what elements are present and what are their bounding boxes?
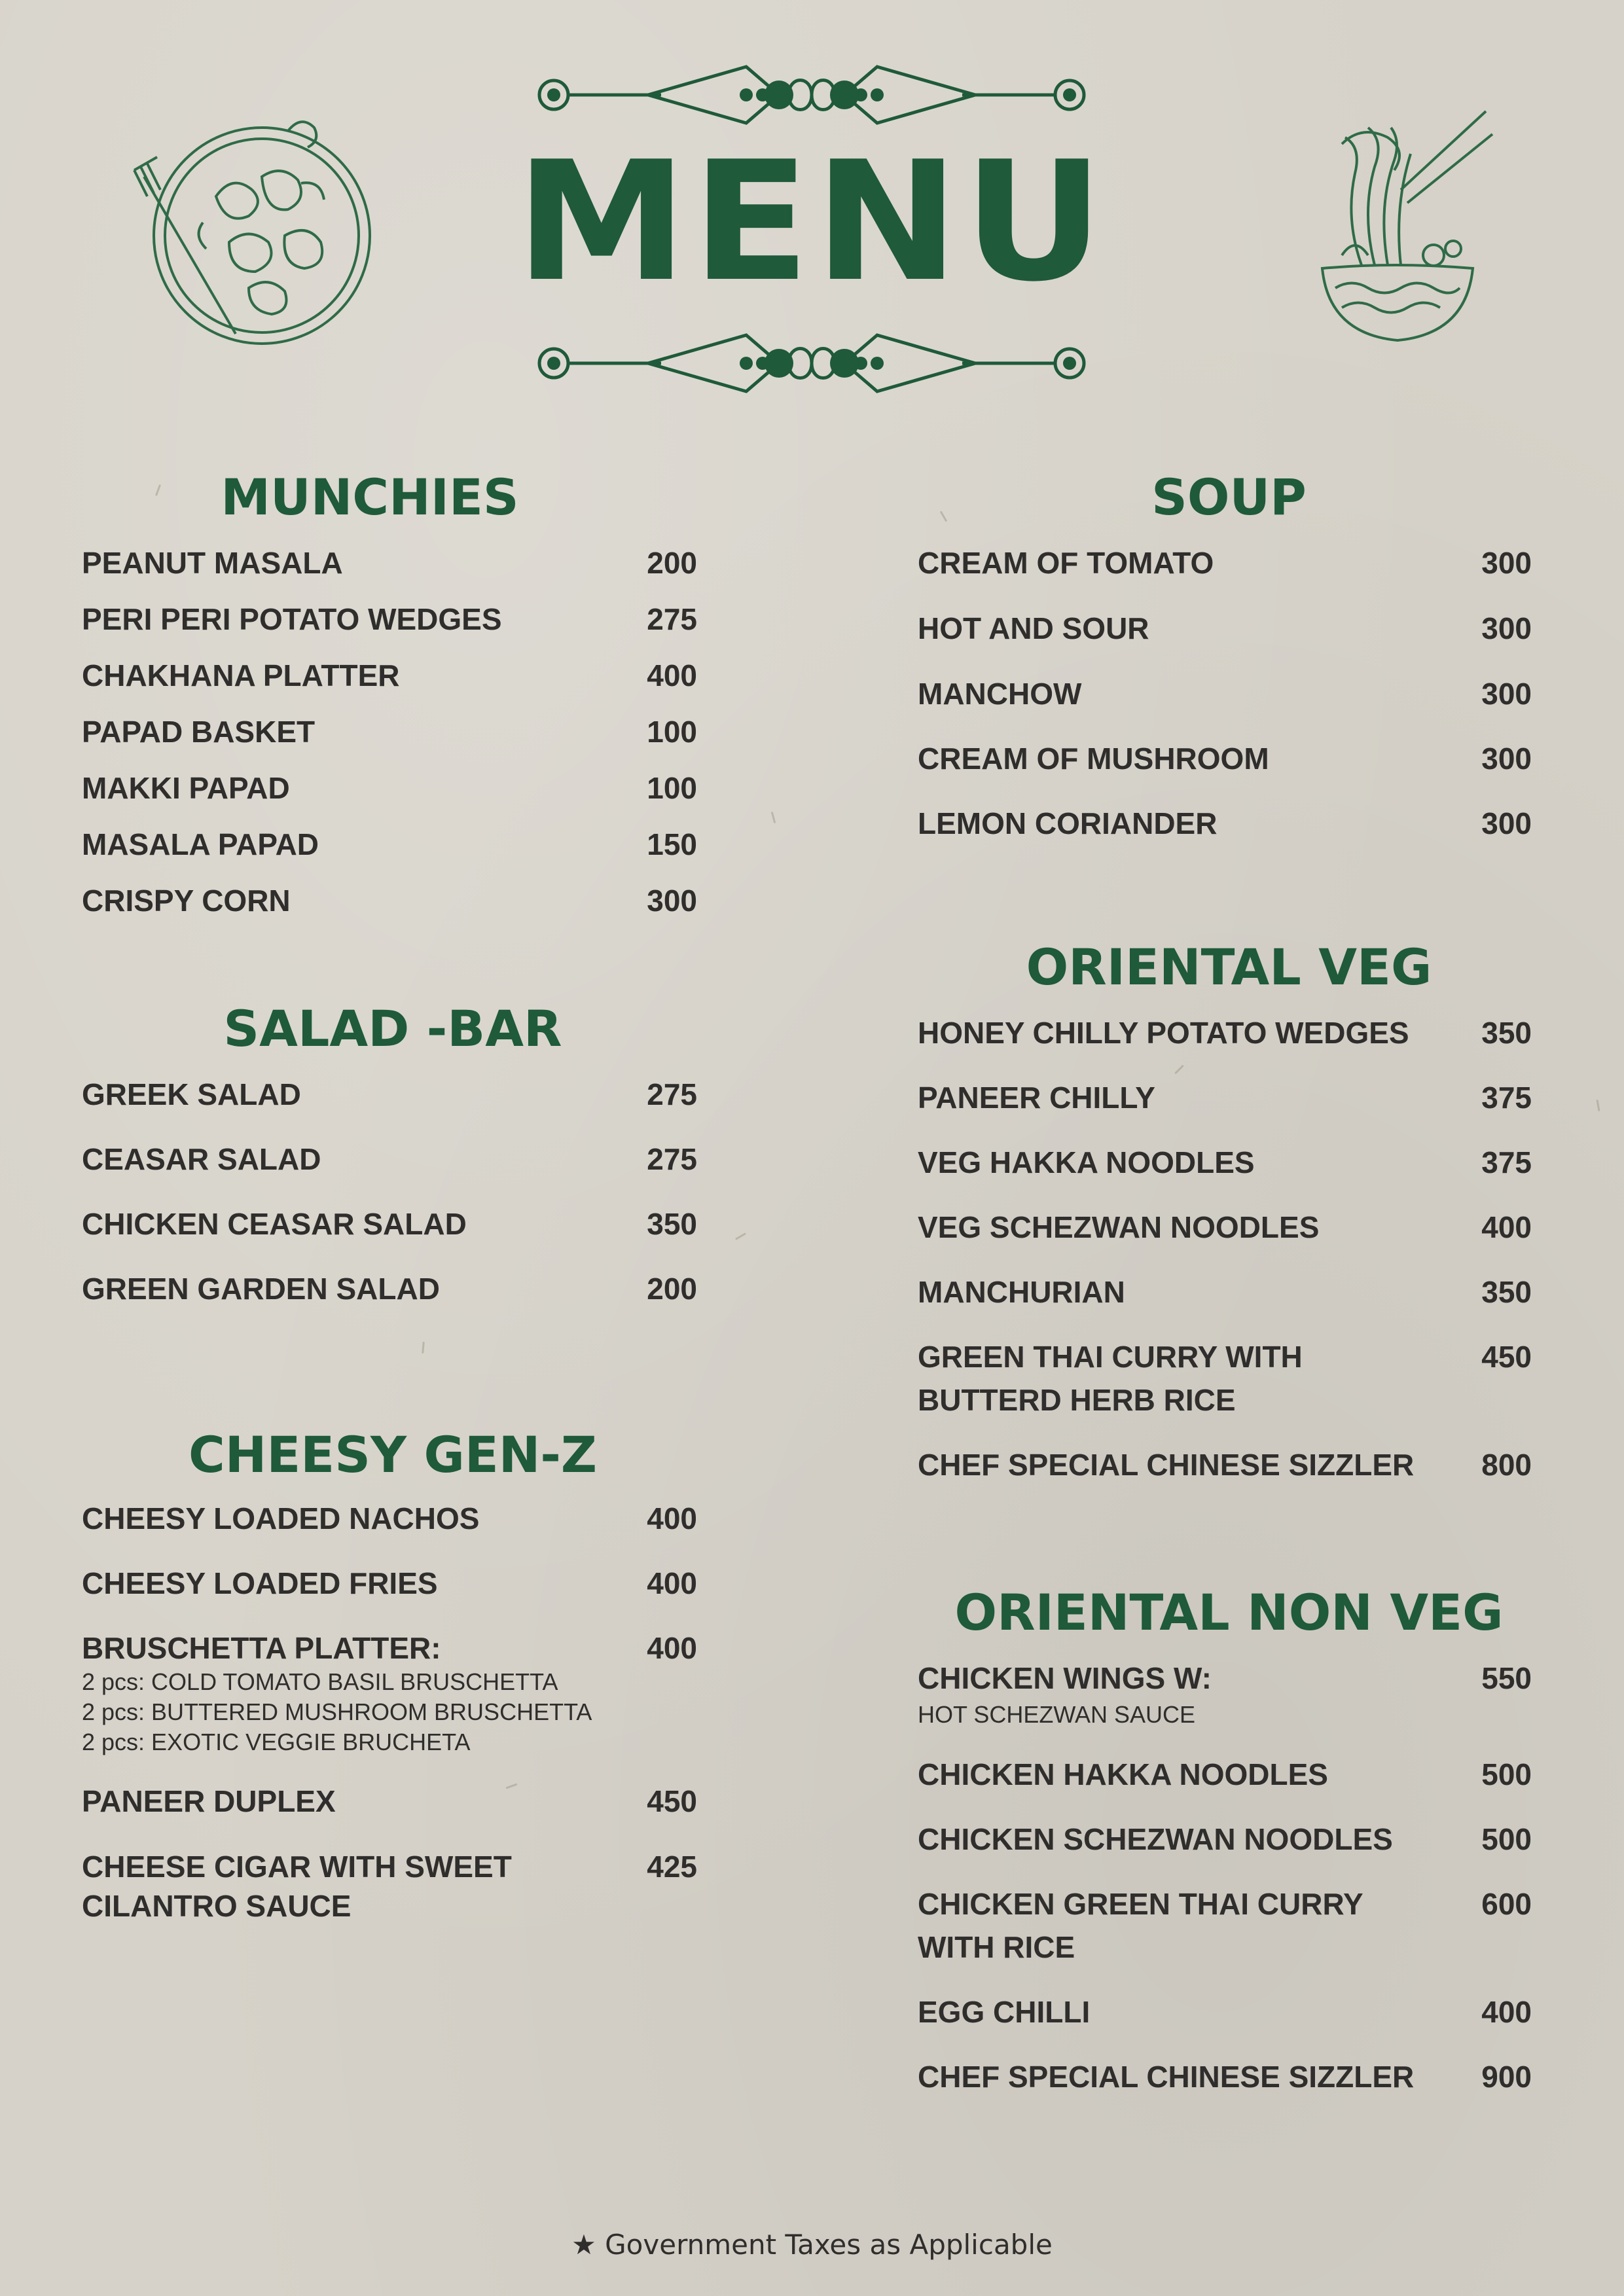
menu-item-name: MANCHOW: [918, 677, 1082, 711]
menu-item-price: 150: [647, 827, 697, 861]
menu-item-name: VEG HAKKA NOODLES: [918, 1145, 1255, 1179]
menu-item-price: 375: [1481, 1145, 1532, 1179]
dumpling-plate-icon: [131, 105, 393, 353]
menu-item-price: 400: [1481, 1995, 1532, 2029]
menu-item-name: CHICKEN WINGS W:: [918, 1661, 1212, 1695]
menu-item-price: 300: [1481, 806, 1532, 840]
menu-item-name: PANEER CHILLY: [918, 1081, 1155, 1115]
menu-item-name: CHEF SPECIAL CHINESE SIZZLER: [918, 2060, 1415, 2094]
menu-item-name: HOT AND SOUR: [918, 611, 1149, 645]
menu-item-name: CHEF SPECIAL CHINESE SIZZLER: [918, 1448, 1415, 1482]
menu-item-detail: 2 pcs: COLD TOMATO BASIL BRUSCHETTA: [82, 1668, 558, 1695]
menu-item-price: 300: [1481, 611, 1532, 645]
menu-item-name: PERI PERI POTATO WEDGES: [82, 602, 502, 636]
menu-item-name: CHEESE CIGAR WITH SWEET: [82, 1850, 512, 1884]
menu-item-name: GREEK SALAD: [82, 1077, 301, 1111]
section-title: CHEESY GEN-Z: [189, 1426, 597, 1484]
menu-item-price: 350: [1481, 1275, 1532, 1309]
menu-header: [0, 0, 1624, 406]
menu-item-price: 275: [647, 1077, 697, 1111]
menu-item-price: 100: [647, 771, 697, 805]
menu-item-name: GREEN THAI CURRY WITH: [918, 1340, 1303, 1374]
section-title: ORIENTAL VEG: [1026, 938, 1432, 996]
menu-item-name: CREAM OF MUSHROOM: [918, 742, 1269, 776]
menu-item-price: 275: [647, 1142, 697, 1176]
menu-item-price: 400: [647, 1631, 697, 1665]
menu-item-price: 200: [647, 546, 697, 580]
star-icon: ★: [571, 2229, 596, 2261]
menu-item-name: CHEESY LOADED NACHOS: [82, 1501, 480, 1535]
menu-item-name-line2: BUTTERD HERB RICE: [918, 1383, 1236, 1417]
menu-item-price: 425: [647, 1850, 697, 1884]
menu-item-price: 400: [647, 658, 697, 692]
menu-item-name: CHICKEN CEASAR SALAD: [82, 1207, 467, 1241]
menu-item-name: CHAKHANA PLATTER: [82, 658, 400, 692]
section-title: MUNCHIES: [221, 468, 519, 526]
menu-item-name: VEG SCHEZWAN NOODLES: [918, 1210, 1320, 1244]
menu-item-price: 900: [1481, 2060, 1532, 2094]
menu-item-name: GREEN GARDEN SALAD: [82, 1272, 440, 1306]
menu-item-name: CEASAR SALAD: [82, 1142, 321, 1176]
menu-item-detail: 2 pcs: EXOTIC VEGGIE BRUCHETA: [82, 1729, 471, 1755]
menu-item-name: CHICKEN SCHEZWAN NOODLES: [918, 1822, 1393, 1856]
section-title: SOUP: [1151, 468, 1307, 526]
menu-item-price: 450: [1481, 1340, 1532, 1374]
tax-footnote: [0, 2225, 1624, 2265]
section-title: ORIENTAL NON VEG: [954, 1583, 1504, 1641]
menu-item-price: 300: [1481, 546, 1532, 580]
menu-item-name: CREAM OF TOMATO: [918, 546, 1214, 580]
menu-item-name: CRISPY CORN: [82, 884, 291, 918]
menu-item-price: 500: [1481, 1822, 1532, 1856]
menu-item-name: BRUSCHETTA PLATTER:: [82, 1631, 441, 1665]
menu-item-name: MAKKI PAPAD: [82, 771, 290, 805]
menu-item-price: 300: [1481, 742, 1532, 776]
menu-item-name: PAPAD BASKET: [82, 715, 316, 749]
menu-item-name: LEMON CORIANDER: [918, 806, 1218, 840]
scroll-ornament-icon: [530, 59, 1093, 131]
menu-item-name: PANEER DUPLEX: [82, 1784, 336, 1818]
menu-item-price: 375: [1481, 1081, 1532, 1115]
menu-item-name: MANCHURIAN: [918, 1275, 1125, 1309]
menu-item-name-line2: CILANTRO SAUCE: [82, 1889, 352, 1923]
menu-item-name: CHEESY LOADED FRIES: [82, 1566, 438, 1600]
menu-item-name: HONEY CHILLY POTATO WEDGES: [918, 1016, 1409, 1050]
menu-item-price: 100: [647, 715, 697, 749]
menu-item-price: 800: [1481, 1448, 1532, 1482]
menu-item-name: CHICKEN HAKKA NOODLES: [918, 1757, 1328, 1791]
menu-item-price: 200: [647, 1272, 697, 1306]
menu-item-price: 550: [1481, 1661, 1532, 1695]
scroll-ornament-icon: [530, 327, 1093, 399]
section-title: SALAD -BAR: [223, 999, 562, 1058]
menu-item-price: 400: [1481, 1210, 1532, 1244]
footnote-text: Government Taxes as Applicable: [605, 2229, 1053, 2261]
menu-item-price: 350: [647, 1207, 697, 1241]
menu-item-name-line2: WITH RICE: [918, 1930, 1075, 1964]
menu-item-price: 275: [647, 602, 697, 636]
menu-title: MENU: [515, 126, 1108, 318]
menu-item-price: 350: [1481, 1016, 1532, 1050]
menu-item-detail: HOT SCHEZWAN SAUCE: [918, 1701, 1196, 1728]
menu-item-price: 300: [1481, 677, 1532, 711]
menu-item-name: CHICKEN GREEN THAI CURRY: [918, 1887, 1363, 1921]
menu-item-price: 600: [1481, 1887, 1532, 1921]
menu-item-name: PEANUT MASALA: [82, 546, 343, 580]
menu-item-price: 400: [647, 1501, 697, 1535]
noodle-bowl-chopsticks-icon: [1303, 105, 1499, 367]
menu-item-name: EGG CHILLI: [918, 1995, 1091, 2029]
menu-item-price: 500: [1481, 1757, 1532, 1791]
menu-item-price: 300: [647, 884, 697, 918]
menu-item-price: 400: [647, 1566, 697, 1600]
menu-item-price: 450: [647, 1784, 697, 1818]
menu-item-name: MASALA PAPAD: [82, 827, 319, 861]
menu-item-detail: 2 pcs: BUTTERED MUSHROOM BRUSCHETTA: [82, 1698, 592, 1725]
